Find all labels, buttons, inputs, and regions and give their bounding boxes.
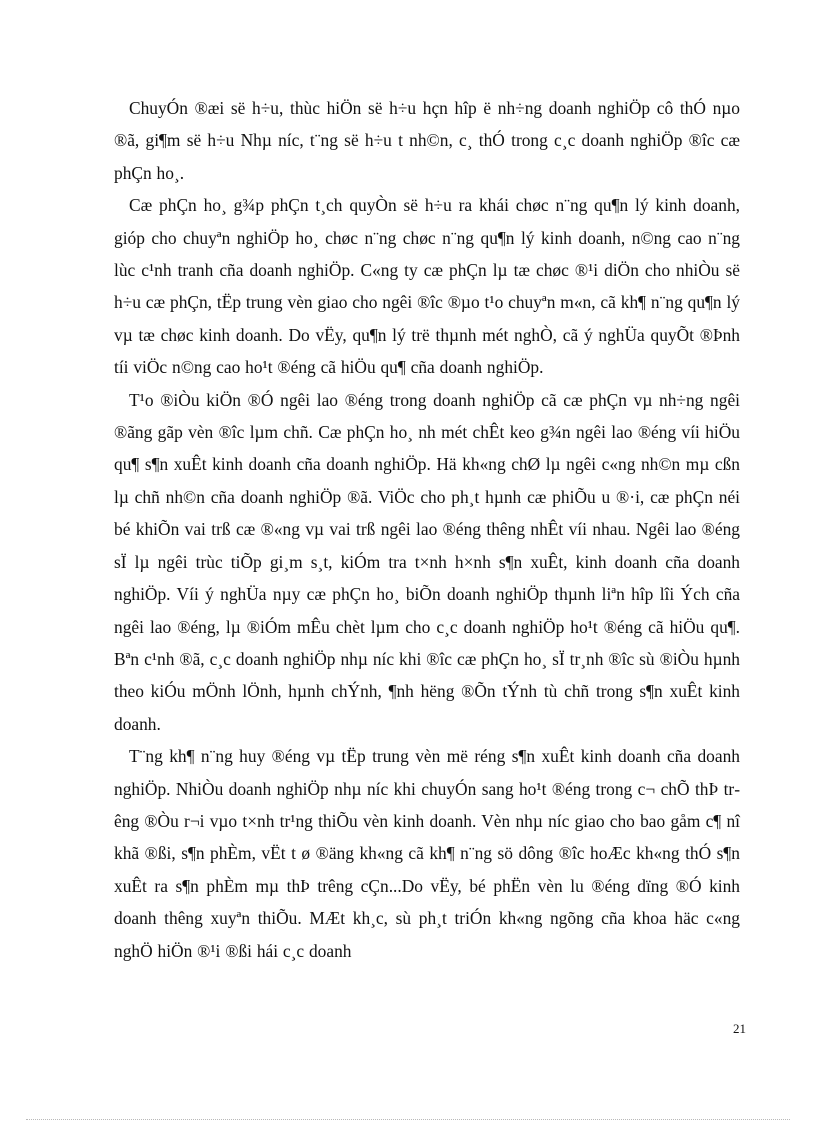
paragraph-1: ChuyÓn ®æi së h÷u, thùc hiÖn së h÷u hçn hîp ë nh÷ng doanh nghiÖp cô thÓ nµo ®ã, gi¶m së h÷u Nhµ níc, t¨ng së h÷u t nh©n, c¸ thÓ trong c¸c doanh nghiÖp ®îc cæ phÇn ho¸.	[114, 98, 740, 183]
body-text	[114, 92, 740, 967]
paragraph-3: T¹o ®iÒu kiÖn ®Ó ngêi lao ®éng trong doanh nghiÖp cã cæ phÇn vµ nh÷ng ngêi ®ãng gãp vèn ®îc lµm chñ. Cæ phÇn ho¸ nh mét chÊt keo g¾n ngêi lao ®éng víi hiÖu qu¶ s¶n xuÊt kinh doanh cña doanh nghiÖp. Hä kh«ng chØ lµ ngêi c«ng nh©n mµ cßn lµ chñ nh©n cña doanh nghiÖp ®ã. ViÖc cho ph¸t hµnh cæ phiÕu u ®·i, cæ phÇn néi bé khiÕn vai trß cæ ®«ng vµ vai trß ngêi lao ®éng thêng nhÊt víi nhau. Ngêi lao ®éng sÏ lµ ngêi trùc tiÕp gi¸m s¸t, kiÓm tra t×nh h×nh s¶n xuÊt, kinh doanh cña doanh nghiÖp. Víi ý nghÜa nµy cæ phÇn ho¸ biÕn doanh nghiÖp thµnh liªn hîp lîi Ých cña ngêi lao ®éng, lµ ®iÓm mÊu chèt lµm cho c¸c doanh nghiÖp ho¹t ®éng cã hiÖu qu¶. Bªn c¹nh ®ã, c¸c doanh nghiÖp nhµ níc khi ®îc cæ phÇn ho¸ sÏ tr¸nh ®îc sù ®iÒu hµnh theo kiÓu mÖnh lÖnh, hµnh chÝnh, ¶nh hëng ®Õn tÝnh tù chñ trong s¶n xuÊt kinh doanh.	[114, 389, 740, 734]
page-number: 21	[733, 1021, 746, 1036]
paragraph-4: T¨ng kh¶ n¨ng huy ®éng vµ tËp trung vèn më réng s¶n xuÊt kinh doanh cña doanh nghiÖp. NhiÒu doanh nghiÖp nhµ níc khi chuyÓn sang ho¹t ®éng trong c¬ chÕ thÞ trêng ®Òu r¬i vµo t×nh tr¹ng thiÕu vèn kinh doanh. Vèn nhµ níc giao cho bao gåm c¶ nî khã ®ßi, s¶n phÈm, vËt t ø ®äng kh«ng cã kh¶ n¨ng sö dông ®îc hoÆc kh«ng thÓ s¶n xuÊt ra s¶n phÈm mµ thÞ trêng cÇn...Do vËy, bé phËn vèn lu ®éng dïng ®Ó kinh doanh thêng xuyªn thiÕu. MÆt kh¸c, sù ph¸t triÓn kh«ng ngõng cña khoa häc c«ng nghÖ hiÖn ®¹i ®ßi hái c¸c doanh	[114, 746, 740, 961]
paragraph-2: Cæ phÇn ho¸ g¾p phÇn t¸ch quyÒn së h÷u ra khái chøc n¨ng qu¶n lý kinh doanh, gióp cho chuyªn nghiÖp ho¸ chøc n¨ng chøc n¨ng qu¶n lý kinh doanh, n©ng cao n¨ng lùc c¹nh tranh cña doanh nghiÖp. C«ng ty cæ phÇn lµ tæ chøc ®¹i diÖn cho nhiÒu së h÷u cæ phÇn, tËp trung vèn giao cho ngêi ®îc ®µo t¹o chuyªn m«n, cã kh¶ n¨ng qu¶n lý vµ tæ chøc kinh doanh. Do vËy, qu¶n lý trë thµnh mét nghÒ, cã ý nghÜa quyÕt ®Þnh tíi viÖc n©ng cao ho¹t ®éng cã hiÖu qu¶ cña doanh nghiÖp.	[114, 195, 740, 378]
page-bottom-divider	[26, 1119, 790, 1120]
